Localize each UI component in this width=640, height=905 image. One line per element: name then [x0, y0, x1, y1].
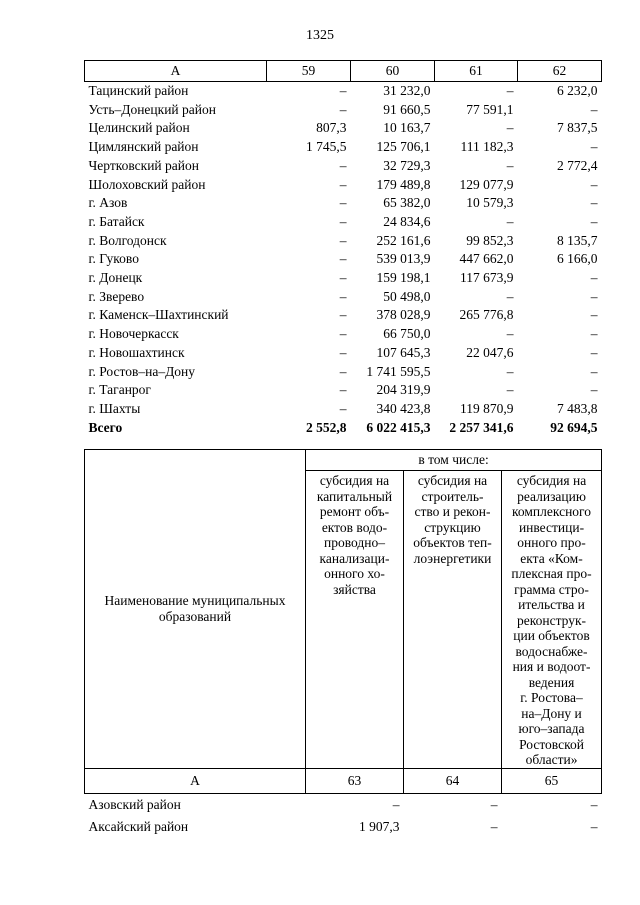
description-line: ния и водоот- — [512, 659, 591, 674]
description-line: плексная про- — [511, 566, 592, 581]
value-col60: 32 729,3 — [383, 157, 431, 173]
description-line: ремонт объ- — [319, 504, 390, 519]
description-line: проводно– — [324, 535, 385, 550]
municipality-name: г. Таганрог — [88, 382, 151, 398]
table-row — [85, 101, 602, 120]
value-col59: – — [339, 363, 347, 379]
value-col59: – — [339, 382, 347, 398]
value-col61: – — [506, 326, 514, 342]
value-col59: – — [339, 232, 347, 248]
value-col65: – — [590, 796, 598, 812]
total-row — [85, 419, 602, 438]
description-line: капитальный — [316, 488, 393, 504]
municipality-name: Аксайский район — [88, 818, 189, 834]
col-header-59: 59 — [267, 61, 351, 82]
value-col60: 125 706,1 — [376, 139, 431, 155]
municipality-name: г. Донецк — [88, 270, 143, 286]
value-col62: – — [590, 139, 598, 155]
description-line: реализацию — [517, 488, 586, 504]
table-row — [85, 138, 602, 157]
value-col60: 204 319,9 — [376, 382, 431, 398]
table-row — [85, 325, 602, 344]
municipality-name: г. Зверево — [88, 288, 145, 304]
col-header-62: 62 — [518, 61, 602, 82]
value-col60: 252 161,6 — [376, 232, 431, 248]
description-line: объектов теп- — [413, 535, 492, 550]
total-col61: 2 257 341,6 — [449, 419, 514, 435]
value-col64: – — [490, 818, 498, 834]
value-col59: – — [339, 326, 347, 342]
value-col61: – — [506, 83, 514, 98]
col63-description — [306, 471, 404, 769]
value-col59: – — [339, 251, 347, 267]
value-col59: – — [339, 400, 347, 416]
description-line: комплексного — [512, 504, 592, 519]
including-header: в том числе: — [306, 450, 602, 471]
value-col59: 807,3 — [316, 120, 347, 136]
value-col59: – — [339, 195, 347, 211]
table2-column-letters — [85, 768, 602, 793]
value-col63: – — [392, 796, 400, 812]
value-col62: 7 837,5 — [557, 120, 598, 136]
description-line: лоэнергетики — [413, 550, 492, 566]
value-col59: – — [339, 176, 347, 192]
table-row — [85, 288, 602, 307]
value-col64: – — [490, 796, 498, 812]
value-col59: 1 745,5 — [306, 139, 347, 155]
col-header-60: 60 — [351, 61, 435, 82]
description-line: ительства и — [518, 597, 585, 612]
municipality-name: г. Гуково — [88, 251, 139, 267]
description-line: ции объектов — [513, 628, 590, 643]
value-col60: 107 645,3 — [376, 344, 431, 360]
subsidy-table-cols-63-65 — [84, 449, 602, 838]
col-letter-65: 65 — [502, 768, 602, 793]
description-line: на–Дону и — [521, 705, 582, 721]
value-col59: – — [339, 344, 347, 360]
table-row — [85, 816, 602, 838]
value-col60: 179 489,8 — [376, 176, 431, 192]
value-col61: 77 591,1 — [466, 101, 514, 117]
municipality-name: г. Ростов–на–Дону — [88, 363, 196, 379]
table-row — [85, 157, 602, 176]
value-col60: 159 198,1 — [376, 270, 431, 286]
table-row — [85, 381, 602, 400]
description-line: екта «Ком- — [520, 550, 583, 566]
table-row — [85, 344, 602, 363]
value-col59: – — [339, 288, 347, 304]
value-col62: 7 483,8 — [557, 400, 598, 416]
description-line: строитель- — [421, 488, 484, 504]
value-col61: 99 852,3 — [466, 232, 514, 248]
col-letter-a: А — [85, 768, 306, 793]
municipality-name: г. Шахты — [88, 400, 141, 416]
value-col62: 2 772,4 — [557, 157, 598, 173]
description-line: субсидия на — [319, 473, 390, 488]
description-line: субсидия на — [417, 473, 488, 488]
value-col62: – — [590, 213, 598, 229]
value-col59: – — [339, 157, 347, 173]
value-col61: 111 182,3 — [460, 139, 514, 155]
description-line: реконструк- — [517, 612, 587, 628]
value-col62: – — [590, 176, 598, 192]
municipality-name: г. Батайск — [88, 213, 145, 229]
municipality-name: Тацинский район — [88, 83, 189, 98]
value-col60: 378 028,9 — [376, 307, 431, 323]
col65-description — [502, 471, 602, 769]
value-col61: – — [506, 288, 514, 304]
value-col62: 6 166,0 — [557, 251, 598, 267]
municipality-name: Чертковский район — [88, 157, 199, 173]
value-col59: – — [339, 307, 347, 323]
table-row — [85, 176, 602, 195]
value-col59: – — [339, 101, 347, 117]
value-col60: 65 382,0 — [383, 195, 431, 211]
description-line: зяйства — [333, 581, 376, 597]
col-header-a: А — [85, 61, 267, 82]
description-line: инвестици- — [518, 519, 585, 535]
value-col60: 1 741 595,5 — [366, 363, 431, 379]
municipality-name: г. Новочеркасск — [88, 326, 179, 342]
table-row — [85, 250, 602, 269]
value-col63: 1 907,3 — [359, 818, 400, 834]
municipality-name: Целинский район — [88, 120, 190, 136]
value-col59: – — [339, 270, 347, 286]
subsidy-table-cols-59-62 — [84, 60, 602, 437]
table-row — [85, 232, 602, 251]
table-row — [85, 269, 602, 288]
municipality-name: Азовский район — [88, 796, 181, 812]
municipality-name: Усть–Донецкий район — [88, 101, 216, 117]
description-line: водоснабже- — [515, 643, 588, 659]
col64-description — [404, 471, 502, 769]
value-col62: – — [590, 344, 598, 360]
table-row — [85, 400, 602, 419]
municipality-name: Шолоховский район — [88, 176, 206, 192]
value-col62: 8 135,7 — [557, 232, 598, 248]
value-col60: 340 423,8 — [376, 400, 431, 416]
municipality-name: г. Новошахтинск — [88, 344, 185, 360]
municipality-name: г. Каменск–Шахтинский — [88, 307, 229, 323]
value-col61: 129 077,9 — [459, 176, 514, 192]
description-line: Ростовской — [519, 736, 584, 752]
table-row — [85, 793, 602, 816]
value-col61: 447 662,0 — [459, 251, 514, 267]
value-col62: – — [590, 363, 598, 379]
value-col60: 66 750,0 — [383, 326, 431, 342]
value-col62: – — [590, 288, 598, 304]
description-line: ектов водо- — [321, 519, 388, 535]
value-col61: – — [506, 382, 514, 398]
total-label: Всего — [88, 419, 123, 435]
value-col65: – — [590, 818, 598, 834]
description-line: онного хо- — [324, 566, 385, 581]
table1-header-row — [85, 61, 602, 82]
value-col62: 6 232,0 — [557, 83, 598, 98]
value-col60: 24 834,6 — [383, 213, 431, 229]
value-col60: 539 013,9 — [376, 251, 431, 267]
table-row — [85, 82, 602, 101]
value-col62: – — [590, 326, 598, 342]
value-col60: 10 163,7 — [383, 120, 431, 136]
value-col61: – — [506, 120, 514, 136]
col-letter-64: 64 — [404, 768, 502, 793]
col-header-61: 61 — [435, 61, 518, 82]
description-line: канализаци- — [319, 550, 390, 566]
value-col61: 265 776,8 — [459, 307, 514, 323]
value-col61: – — [506, 213, 514, 229]
value-col62: – — [590, 270, 598, 286]
description-line: струкцию — [424, 519, 481, 535]
value-col61: – — [506, 363, 514, 379]
description-line: ведения — [528, 674, 575, 690]
value-col62: – — [590, 307, 598, 323]
value-col59: – — [339, 213, 347, 229]
value-col61: 22 047,6 — [466, 344, 514, 360]
table-row — [85, 119, 602, 138]
table-row — [85, 194, 602, 213]
description-line: г. Ростова– — [520, 690, 583, 705]
value-col62: – — [590, 195, 598, 211]
total-col59: 2 552,8 — [306, 419, 347, 435]
description-line: грамма стро- — [514, 581, 589, 597]
table-row — [85, 213, 602, 232]
value-col61: 119 870,9 — [460, 400, 514, 416]
page-number: 1325 — [306, 28, 334, 43]
municipality-name: г. Волгодонск — [88, 232, 167, 248]
value-col60: 50 498,0 — [383, 288, 431, 304]
value-col60: 31 232,0 — [383, 83, 431, 98]
description-line: юго–запада — [518, 721, 585, 736]
value-col61: – — [506, 157, 514, 173]
value-col62: – — [590, 101, 598, 117]
municipality-name: г. Азов — [88, 195, 128, 211]
value-col60: 91 660,5 — [383, 101, 431, 117]
description-line: области» — [525, 752, 578, 767]
municipality-name-header: Наименование муниципальных образований — [85, 450, 306, 769]
value-col59: – — [339, 83, 347, 98]
table-row — [85, 363, 602, 382]
description-line: субсидия на — [516, 473, 587, 488]
table-row — [85, 306, 602, 325]
description-line: онного про- — [517, 535, 586, 550]
value-col61: 117 673,9 — [460, 270, 514, 286]
col-letter-63: 63 — [306, 768, 404, 793]
municipality-name: Цимлянский район — [88, 139, 199, 155]
total-col60: 6 022 415,3 — [366, 419, 431, 435]
description-line: ство и рекон- — [414, 504, 491, 519]
total-col62: 92 694,5 — [550, 419, 598, 435]
value-col61: 10 579,3 — [466, 195, 514, 211]
value-col62: – — [590, 382, 598, 398]
